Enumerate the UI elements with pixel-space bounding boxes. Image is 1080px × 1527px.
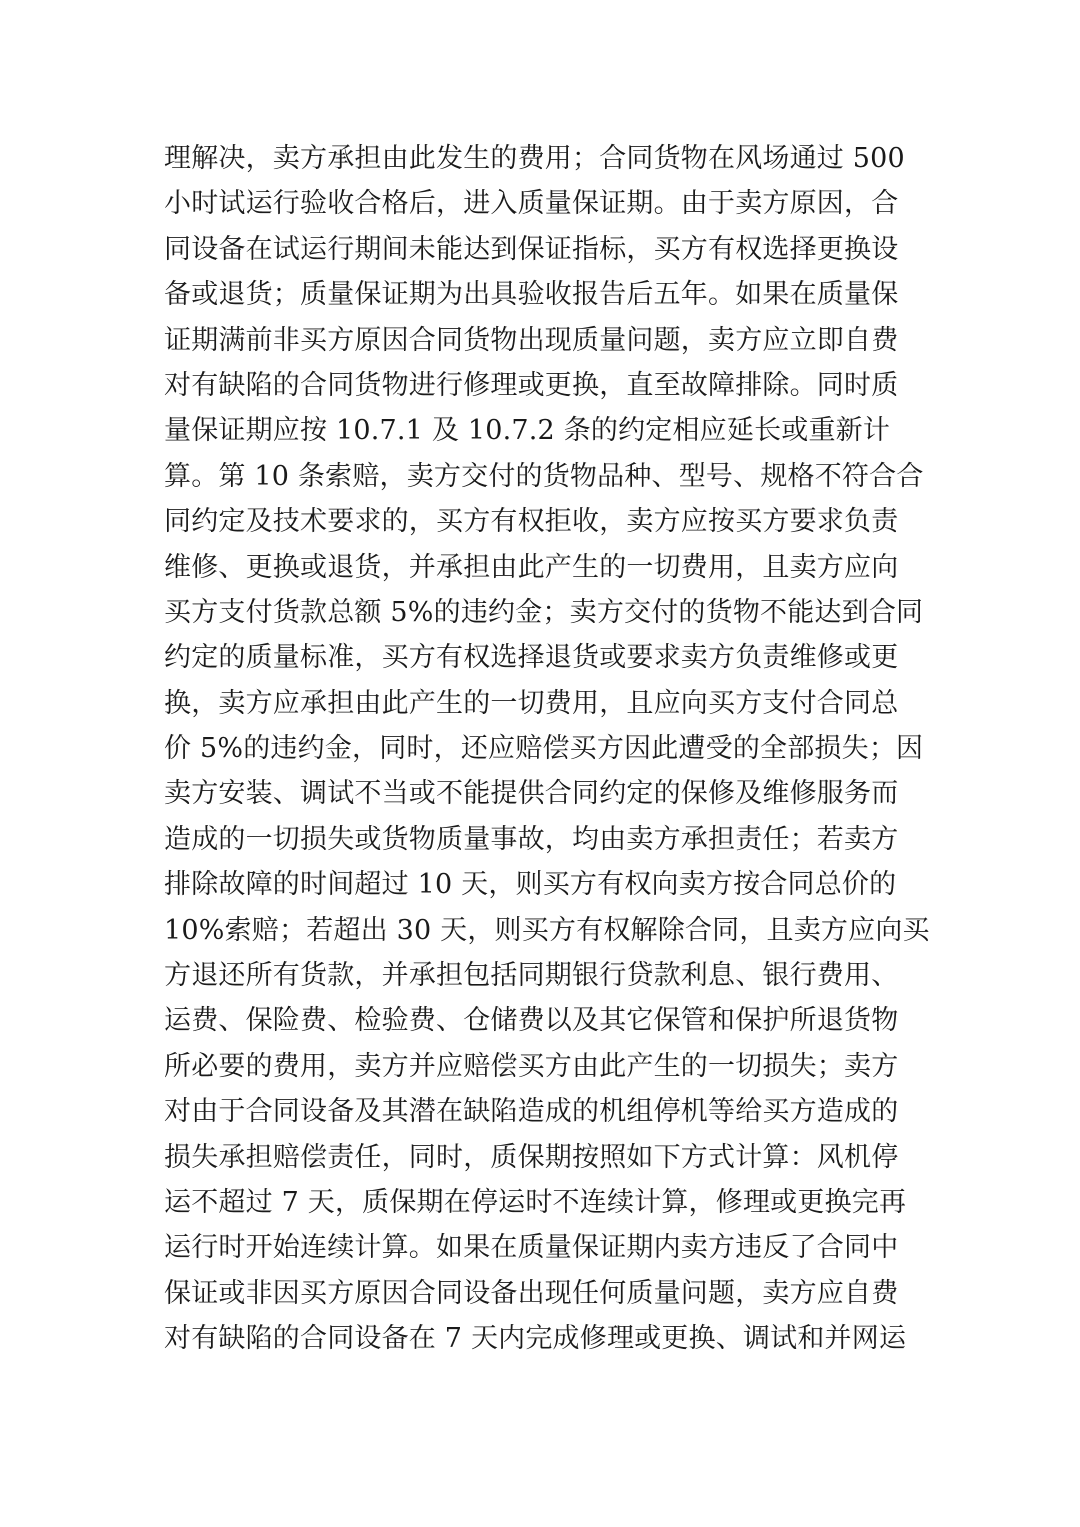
text-line: 同约定及技术要求的，买方有权拒收，卖方应按买方要求负责 [164, 506, 899, 538]
text-line: 损失承担赔偿责任，同时，质保期按照如下方式计算：风机停 [164, 1141, 899, 1173]
text-line: 运不超过 7 天，质保期在停运时不连续计算，修理或更换完再 [164, 1186, 907, 1218]
text-line: 量保证期应按 10.7.1 及 10.7.2 条的约定相应延长或重新计 [164, 415, 891, 447]
text-line: 对有缺陷的合同设备在 7 天内完成修理或更换、调试和并网运 [164, 1323, 907, 1355]
text-line: 造成的一切损失或货物质量事故，均由卖方承担责任；若卖方 [164, 823, 899, 855]
text-line: 约定的质量标准，买方有权选择退货或要求卖方负责维修或更 [164, 642, 899, 674]
text-line: 维修、更换或退货，并承担由此产生的一切费用，且卖方应向 [164, 551, 899, 583]
contract-text-body [164, 136, 930, 1362]
text-line: 同设备在试运行期间未能达到保证指标，买方有权选择更换设 [164, 233, 899, 265]
text-line: 运行时开始连续计算。如果在质量保证期内卖方违反了合同中 [164, 1232, 899, 1264]
text-line: 卖方安装、调试不当或不能提供合同约定的保修及维修服务而 [164, 778, 899, 810]
text-line: 保证或非因买方原因合同设备出现任何质量问题，卖方应自费 [164, 1277, 899, 1309]
text-line: 运费、保险费、检验费、仓储费以及其它保管和保护所退货物 [164, 1005, 899, 1037]
text-line: 10%索赔；若超出 30 天，则买方有权解除合同，且卖方应向买 [164, 914, 930, 946]
text-line: 买方支付货款总额 5%的违约金；卖方交付的货物不能达到合同 [164, 596, 924, 628]
text-line: 对有缺陷的合同货物进行修理或更换，直至故障排除。同时质 [164, 369, 899, 401]
text-line: 排除故障的时间超过 10 天，则买方有权向卖方按合同总价的 [164, 869, 897, 901]
text-line: 小时试运行验收合格后，进入质量保证期。由于卖方原因，合 [164, 188, 899, 220]
text-line: 对由于合同设备及其潜在缺陷造成的机组停机等给买方造成的 [164, 1096, 899, 1128]
text-line: 算。第 10 条索赔，卖方交付的货物品种、型号、规格不符合合 [164, 460, 924, 492]
text-line: 方退还所有货款，并承担包括同期银行贷款利息、银行费用、 [164, 960, 899, 992]
text-line: 价 5%的违约金，同时，还应赔偿买方因此遭受的全部损失；因 [164, 733, 924, 765]
text-line: 理解决，卖方承担由此发生的费用；合同货物在风场通过 500 [164, 143, 905, 174]
text-line: 所必要的费用，卖方并应赔偿买方由此产生的一切损失；卖方 [164, 1050, 899, 1082]
text-line: 备或退货；质量保证期为出具验收报告后五年。如果在质量保 [164, 279, 899, 311]
text-line: 证期满前非买方原因合同货物出现质量问题，卖方应立即自费 [164, 324, 899, 356]
text-line: 换，卖方应承担由此产生的一切费用，且应向买方支付合同总 [164, 687, 899, 719]
